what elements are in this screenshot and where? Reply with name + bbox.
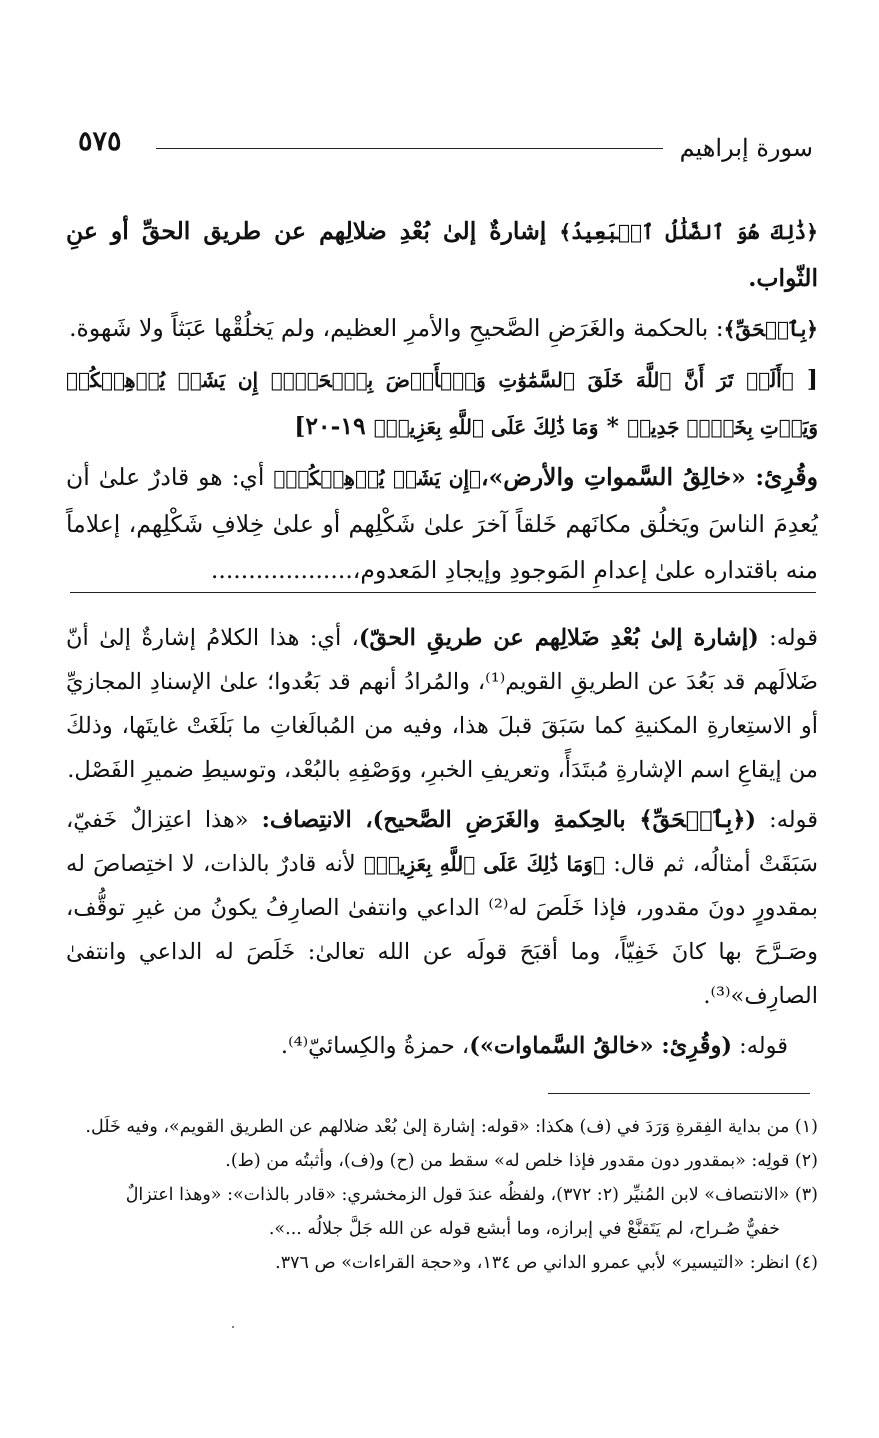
note-text: «هذا اعتِزالٌ خَفيّ، سَبَقَتْ أمثالُه، ثم قال: — [66, 807, 818, 877]
verse-block — [66, 356, 818, 450]
note-heading: (وقُرِئ: «خالقُ السَّماوات») — [469, 1033, 732, 1059]
verse-separator: * — [598, 412, 628, 440]
note-3 — [66, 1024, 818, 1068]
note-text: لأنه قادرٌ بالذات، لا اختِصاصَ له بمقدورٍ دونَ مقدور، فإذا خَلَصَ له⁽²⁾ الداعي وانتفىٰ الصارِفُ يكونُ من غيرِ توقُّف، وصَـرَّحَ بها كانَ خَفِيّاً، وما أقبَحَ قولَه عن الله تعالىٰ: خَلَصَ له الداعي وانتفىٰ الصارِف»⁽³⁾. — [66, 851, 818, 1009]
footnote-1: (١) من بداية الفِقرةِ وَرَدَ في (ف) هكذا: «قوله: إشارة إلىٰ بُعْد ضلالهم عن الطريق القويم»، وفيه خَلَل. — [85, 1117, 818, 1137]
quran-quote: ﴿وَمَا ذَٰلِكَ عَلَى ٱللَّهِ بِعَزِيزٖ﴾ — [363, 852, 605, 876]
paragraph-2 — [66, 305, 818, 352]
footnote-4: (٤) انظر: «التيسير» لأبي عمرو الداني ص ١٣٤، و«حجة القراءات» ص ٣٧٦. — [275, 1253, 818, 1273]
quran-quote: ﴿إِن يَشَأۡ يُذۡهِبۡكُمۡ﴾ — [273, 466, 482, 490]
footnote-2: (٢) قولِه: «بمقدور دون مقدور فإذا خلص له» سقط من (ح) و(ف)، وأثبتُه من (ط). — [225, 1151, 818, 1171]
note-text: ، أي: هذا الكلامُ إشارةٌ إلىٰ أنّ ضَلالَهم قد بَعُدَ عن الطريقِ القويم⁽¹⁾، والمُرادُ أنهم قد بَعُدوا؛ علىٰ الإسنادِ المجازيِّ أو الاستِعارةِ المكنيةِ كما سَبَقَ قبلَ هذا، وفيه من المُبالَغاتِ ما بَلَغَتْ غايتَها، وذلكَ من إيقاعِ اسم الإشارةِ مُبتَدَأً، وتعريفِ الخبرِ، ووَصْفِهِ بالبُعْد، وتوسيطِ ضميرِ الفَصْل. — [66, 625, 819, 783]
paragraph-text: أي: هو قادرٌ علىٰ أن يُعدِمَ الناسَ ويَخلُق مكانَهم خَلقاً آخرَ علىٰ شَكْلِهم أو علىٰ خِلافِ شَكْلِهم، إعلاماً منه باقتداره علىٰ إعدامِ المَوجودِ وإيجادِ المَعدوم،................... — [66, 463, 818, 584]
paragraph-1 — [66, 208, 818, 301]
quran-verse: ﴿أَلَمۡ تَرَ أَنَّ ٱللَّهَ خَلَقَ ٱلسَّمَٰوَٰتِ وَٱلۡأَرۡضَ بِٱلۡحَقِّۚ إِن يَشَأۡ يُذۡهِبۡكُمۡ وَيَأۡتِ بِخَلۡقٖ جَدِيدٖ — [66, 368, 818, 439]
note-label: قوله: — [731, 1033, 788, 1059]
surah-title: سورة إبراهيم — [679, 134, 813, 162]
footnote-rule — [548, 1093, 810, 1094]
footnote-3: (٣) «الانتصاف» لابن المُنيِّر (٢: ٣٧٢)، ولفظُه عندَ قول الزمخشري: «قادر بالذات»: «وهذا اعتزالٌ — [125, 1185, 818, 1205]
note-text: ، حمزةُ والكِسائيّ⁽⁴⁾. — [280, 1033, 470, 1059]
quran-quote: ﴿ذَٰلِكَ هُوَ ٱلضَّلَٰلُ ٱلۡبَعِيدُ﴾ — [559, 220, 818, 244]
section-divider — [70, 592, 816, 593]
quran-verse: وَمَا ذَٰلِكَ عَلَى ٱللَّهِ بِعَزِيزٖ﴾ — [373, 415, 599, 439]
note-heading: (إشارة إلىٰ بُعْدِ ضَلالِهم عن طريقِ الحقّ) — [358, 625, 759, 651]
paragraph-4 — [66, 454, 818, 593]
footnotes — [66, 1110, 818, 1280]
page-header — [78, 126, 813, 172]
page-speck — [232, 1326, 234, 1328]
verse-reference: ١٩-٢٠] — [294, 412, 374, 440]
note-2 — [66, 798, 818, 1018]
note-heading: (﴿بِٱلۡحَقِّ﴾ بالحِكمةِ والغَرَضِ الصَّحيح)، الانتِصاف: — [261, 807, 757, 833]
note-label: قوله: — [758, 625, 818, 651]
paragraph-text: : بالحكمة والغَرَضِ الصَّحيحِ والأمرِ العظيم، ولم يَخلُقْها عَبَثاً ولا شَهوة. — [69, 314, 724, 342]
paragraph-text: إشارةٌ إلىٰ بُعْدِ ضلالِهم عن طريق الحقِّ أو عنِ الثّواب. — [66, 217, 818, 292]
note-1 — [66, 616, 818, 792]
quran-quote: ﴿بِٱلۡحَقِّ﴾ — [723, 317, 818, 341]
reading-lead: وقُرِئ: «خالِقُ السَّمواتِ والأرض»، — [481, 463, 818, 491]
page-number: ٥٧٥ — [78, 126, 122, 157]
header-rule — [156, 148, 663, 149]
main-text — [66, 208, 818, 597]
commentary-text — [66, 616, 818, 1074]
bracket: [ — [806, 365, 818, 393]
note-label: قوله: — [756, 807, 818, 833]
footnote-3-continued: خفيٌّ صُـراح، لم يَتَقنَّعْ في إبرازه، وما أبشع قوله عن الله جَلَّ جلالُه ...». — [268, 1219, 780, 1239]
